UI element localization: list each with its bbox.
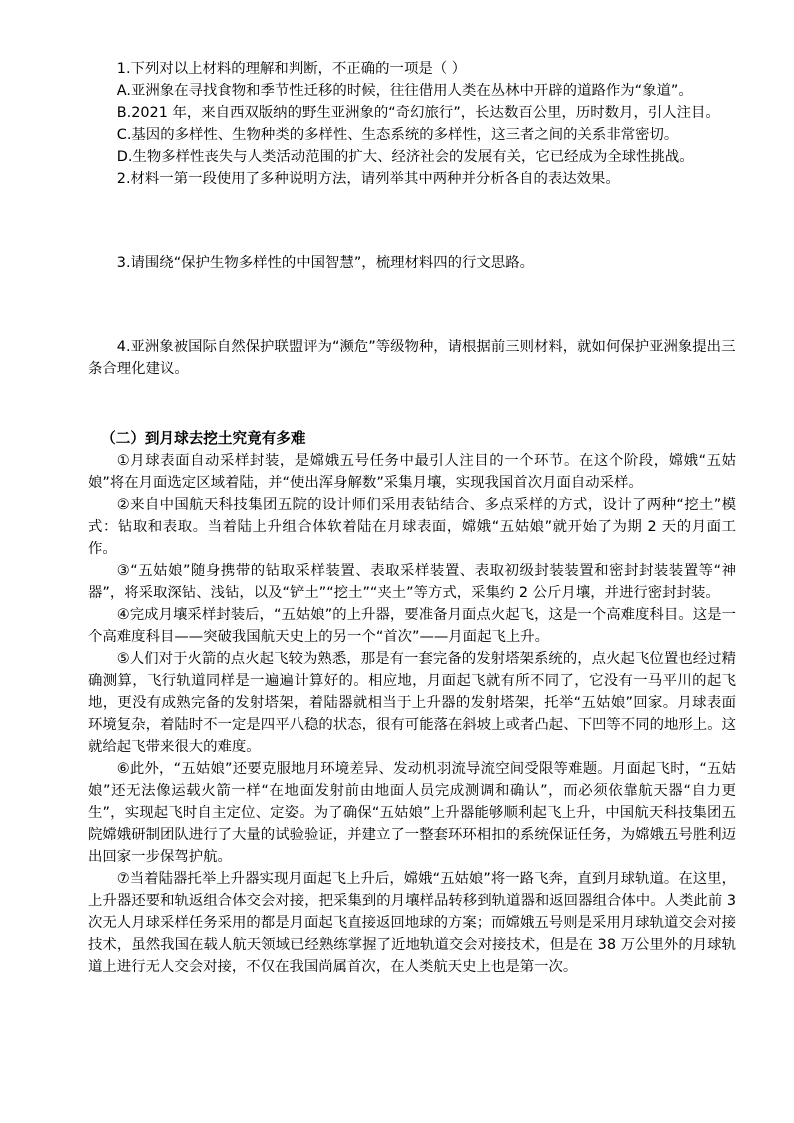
answer-space-3 (88, 274, 736, 336)
option-b: B.2021 年，来自西双版纳的野生亚洲象的“奇幻旅行”，长达数百公里，历时数月，引人注目。 (116, 105, 720, 121)
question-2: 2.材料一第一段使用了多种说明方法，请列举其中两种并分析各自的表达效果。 (116, 171, 620, 187)
answer-space-4 (88, 380, 736, 428)
paragraph-4: ④完成月壤采样封装后，“五姑娘”的上升器，要准备月面点火起飞，这是一个高难度科目。这是一个高难度科目——突破我国航天史上的另一个“首次”——月面起飞上升。 (88, 607, 736, 645)
paragraph-5: ⑤人们对于火箭的点火起飞较为熟悉，那是有一套完备的发射塔架系统的，点火起飞位置也经过精确测算，飞行轨道同样是一遍遍计算好的。相应地，月面起飞就有所不同了，它没有一马平川的起飞地，更没有成熟完备的发射塔架，着陆器就相当于上升器的发射塔架，托举“五姑娘”回家。月球表面环境复杂，着陆时不一定是四平八稳的状态，很有可能落在斜坡上或者凸起、下凹等不同的地形上。这就给起飞带来很大的难度。 (88, 651, 736, 755)
question-4: 4.亚洲象被国际自然保护联盟评为“濒危”等级物种，请根据前三则材料，就如何保护亚洲象提出三条合理化建议。 (88, 339, 736, 377)
section-title: （二）到月球去挖土究竟有多难 (101, 430, 306, 447)
paragraph-3: ③“五姑娘”随身携带的钻取采样装置、表取采样装置、表取初级封装装置和密封封装装置等“神器”，将采取深钻、浅钻，以及“铲土”“挖土”“夹土”等方式，采集约 2 公斤月壤，并进行密封封装。 (88, 563, 736, 601)
paragraph-2: ②来自中国航天科技集团五院的设计师们采用表钻结合、多点采样的方式，设计了两种“挖土”模式：钻取和表取。当着陆上升组合体软着陆在月球表面，嫦娥“五姑娘”就开始了为期 2 天的月面工作。 (88, 497, 736, 557)
paragraph-7: ⑦当着陆器托举上升器实现月面起飞上升后，嫦娥“五姑娘”将一路飞奔，直到月球轨道。在这里，上升器还要和轨返组合体交会对接，把采集到的月壤样品转移到轨道器和返回器组合体中。人类此前 3 次无人月球采样任务采用的都是月面起飞直接返回地球的方案；而嫦娥五号则是采用月球轨道交会对接技术，虽然我国在载人航天领域已经熟练掌握了近地轨道交会对接技术，但是在 38 万公里外的月球轨道上进行无人交会对接，不仅在我国尚属首次，在人类航天史上也是第一次。 (88, 871, 736, 975)
question-3: 3.请围绕“保护生物多样性的中国智慧”，梳理材料四的行文思路。 (116, 255, 534, 271)
paragraph-1: ①月球表面自动采样封装，是嫦娥五号任务中最引人注目的一个环节。在这个阶段，嫦娥“五姑娘”将在月面选定区域着陆，并“使出浑身解数”采集月壤，实现我国首次月面自动采样。 (88, 453, 736, 491)
paragraph-6: ⑥此外，“五姑娘”还要克服地月环境差异、发动机羽流导流空间受限等难题。月面起飞时，“五姑娘”还无法像运载火箭一样“在地面发射前由地面人员完成测调和确认”，而必须依靠航天器“自力更生”，实现起飞时自主定位、定姿。为了确保“五姑娘”上升器能够顺利起飞上升，中国航天科技集团五院嫦娥研制团队进行了大量的试验验证，并建立了一整套环环相扣的系统保证任务，为嫦娥五号胜利迈出回家一步保驾护航。 (88, 761, 736, 865)
option-a: A.亚洲象在寻找食物和季节性迁移的时候，往往借用人类在丛林中开辟的道路作为“象道”。 (116, 83, 693, 99)
document-page (88, 58, 736, 978)
option-c: C.基因的多样性、生物种类的多样性、生态系统的多样性，这三者之间的关系非常密切。 (116, 127, 679, 143)
question-1: 1.下列对以上材料的理解和判断，不正确的一项是（ ） (116, 61, 467, 77)
option-d: D.生物多样性丧失与人类活动范围的扩大、经济社会的发展有关，它已经成为全球性挑战。 (116, 149, 694, 165)
answer-space-2 (88, 190, 736, 252)
